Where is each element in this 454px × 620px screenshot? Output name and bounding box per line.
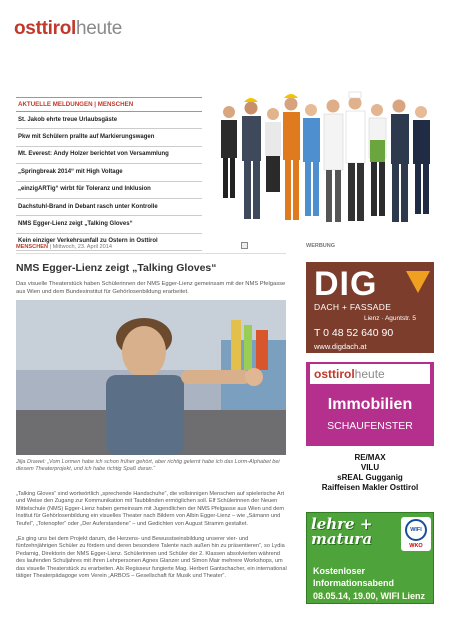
article-category[interactable]: MENSCHEN xyxy=(16,244,49,250)
person-figure xyxy=(303,104,320,216)
person-figure xyxy=(265,108,281,192)
wifi-line2: Informationsabend xyxy=(313,578,395,588)
ad-immobilien[interactable] xyxy=(306,362,434,446)
news-list-header: AKTUELLE MELDUNGEN | MENSCHEN xyxy=(16,97,202,112)
wko-logo-text: WKO xyxy=(409,543,423,549)
ad-wifi-lehre-matura[interactable] xyxy=(306,512,434,604)
person-figure xyxy=(391,100,409,223)
dig-subtitle: DACH + FASSADE xyxy=(314,302,392,312)
person-figure xyxy=(413,106,430,214)
print-icon[interactable] xyxy=(241,242,248,249)
site-logo[interactable] xyxy=(14,18,122,40)
person-figure xyxy=(221,106,237,198)
immo-subtitle: SCHAUFENSTER xyxy=(327,420,413,432)
wifi-logo-icon xyxy=(401,517,431,551)
dig-phone: T 0 48 52 640 90 xyxy=(314,327,394,339)
dig-brand: DIG xyxy=(314,265,378,303)
immo-title: Immobilien xyxy=(327,396,413,413)
news-item[interactable]: St. Jakob ehrte treue Urlaubsgäste xyxy=(16,112,202,129)
news-item[interactable]: Mt. Everest: Andy Holzer berichtet von Versammlung xyxy=(16,147,202,164)
logo-part-osttirol: osttirol xyxy=(14,18,76,39)
news-item[interactable]: NMS Egger-Lienz zeigt „Talking Gloves“ xyxy=(16,216,202,233)
article-date: | Mittwoch, 23. April 2014 xyxy=(49,244,112,250)
news-item[interactable]: Kein einziger Verkehrsunfall zu Ostern in Osttirol xyxy=(16,234,202,251)
dig-triangle-icon xyxy=(406,271,430,293)
news-item[interactable]: „Springbreak 2014“ mit High Voltage xyxy=(16,164,202,181)
wifi-brand: lehre + matura xyxy=(311,515,373,548)
person-figure xyxy=(369,104,386,216)
ad-dig-dach[interactable] xyxy=(306,262,434,353)
agent-name: Raiffeisen Makler Osttirol xyxy=(321,483,419,492)
agent-name: VILU xyxy=(360,463,380,472)
person-figure xyxy=(283,94,300,220)
wifi-line1: Kostenloser xyxy=(313,566,366,576)
logo-part-heute: heute xyxy=(76,18,123,39)
news-item[interactable]: „einzigARTig“ wirbt für Toleranz und Inklusion xyxy=(16,182,202,199)
header-people-image xyxy=(215,90,439,232)
wifi-line3: 08.05.14, 19.00, WIFI Lienz xyxy=(313,591,426,601)
article-photo xyxy=(16,300,286,455)
person-figure xyxy=(242,98,261,219)
person-figure xyxy=(346,92,365,221)
article-paragraph: „Talking Gloves“ sind wortwörtlich „sprechende Handschuhe“, die vollsinnigen Menschen auf spielerische Art und Weise den Zugang zur Kommunikation mit Taubblinden ermöglichen soll. Elf Schülerinnen der Neuen Mittelschule (NMS) Egger-Lienz haben gemeinsam mit Jugendlichen der NMS Pfelgasse aus Wien und dem Institut für Gehörlosenbildung ein visuelles Theater nach Bildern von Albin Egger-Lienz – wie „Sämann und Teufel“, „Totenopfer“ oder „Der Auferstandene“ – und Gedichten von August Stramm gestaltet. xyxy=(16,491,285,527)
agent-name: sREAL Gugganig xyxy=(337,473,403,482)
article-paragraph: „Es ging uns bei dem Projekt darum, die Herzens- und Bewusstseinsbildung unserer vier- und fünfzehnjährigen Schüler zu fördern und deren besondere Talente nach außen hin zu präsentieren“, so Lydia Pedarnig, Direktorin der NMS Egger-Lienz. Schülerinnen und Schüler der 2. Klassen absolvierten während des laufenden Schuljahres mit ihren Lehrpersonen Agnes Glanzer und Simon Mair mehrere Workshops, um das visuelle Theaterstück zu erarbeiten. Als Regisseur fungierte Mag. Herbert Gantschacher, ein international tätiger Theaterpädagoge vom Verein „ARBOS – Gesellschaft für Musik und Theater“. xyxy=(16,536,287,580)
news-list xyxy=(16,97,202,251)
person-figure xyxy=(324,100,343,223)
agent-name: RE/MAX xyxy=(354,453,386,462)
wifi-logo-text: WIFI xyxy=(405,519,427,541)
ad-agents-list[interactable] xyxy=(306,453,434,493)
news-item[interactable]: Dachstuhl-Brand in Debant rasch unter Kontrolle xyxy=(16,199,202,216)
immo-logo-part1: osttirol xyxy=(314,367,355,381)
dig-website: www.digdach.at xyxy=(314,342,367,351)
photo-caption: Jilja Drawel: „Vom Lormen habe ich schon früher gehört, aber richtig gelernt habe ich das Lorm-Alphabet bei diesem Theaterprojekt, und ich habe richtig Spaß daran.“ xyxy=(16,459,280,473)
immo-logo-part2: heute xyxy=(354,367,385,381)
ads-label: WERBUNG xyxy=(306,243,336,249)
dig-address: Lienz · Aguntstr. 5 xyxy=(364,315,417,322)
article-lead: Das visuelle Theaterstück haben Schülerinnen der NMS Egger-Lienz gemeinsam mit der NMS Pfelgasse aus Wien und dem Bundesinstitut für Gehörlosenbildung erarbeitet. xyxy=(16,281,286,295)
news-item[interactable]: Pkw mit Schülern prallte auf Markierungswagen xyxy=(16,129,202,146)
article-title: NMS Egger-Lienz zeigt „Talking Gloves“ xyxy=(16,262,217,274)
immo-logo xyxy=(310,364,430,384)
